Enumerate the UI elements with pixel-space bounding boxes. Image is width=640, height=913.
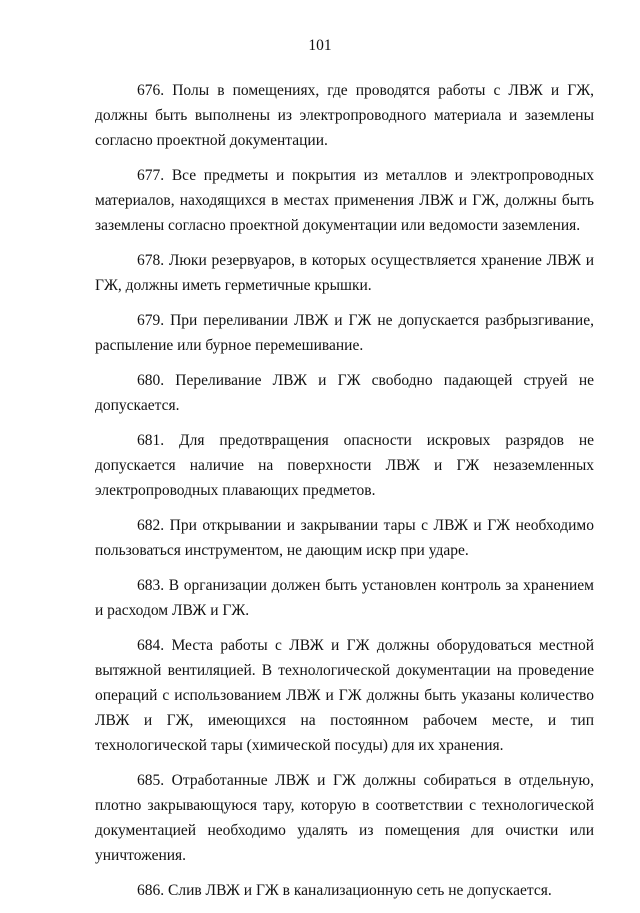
paragraph-679: 679. При переливании ЛВЖ и ГЖ не допускается разбрызгивание, распыление или бурное перемешивание. <box>95 312 594 354</box>
paragraph-680: 680. Переливание ЛВЖ и ГЖ свободно падающей струей не допускается. <box>95 372 594 414</box>
paragraph-685: 685. Отработанные ЛВЖ и ГЖ должны собираться в отдельную, плотно закрывающуюся тару, которую в соответствии с технологической документацией необходимо удалять из помещения для очистки или уничтожения. <box>95 772 594 864</box>
document-body <box>95 78 594 913</box>
page-number: 101 <box>308 37 332 54</box>
paragraph-677: 677. Все предметы и покрытия из металлов и электропроводных материалов, находящихся в местах применения ЛВЖ и ГЖ, должны быть заземлены согласно проектной документации или ведомости заземления. <box>95 167 594 234</box>
paragraph-681: 681. Для предотвращения опасности искровых разрядов не допускается наличие на поверхности ЛВЖ и ГЖ незаземленных электропроводных плавающих предметов. <box>95 432 594 499</box>
paragraph-682: 682. При открывании и закрывании тары с ЛВЖ и ГЖ необходимо пользоваться инструментом, не дающим искр при ударе. <box>95 517 594 559</box>
paragraph-686: 686. Слив ЛВЖ и ГЖ в канализационную сеть не допускается. <box>137 882 552 899</box>
paragraph-678: 678. Люки резервуаров, в которых осуществляется хранение ЛВЖ и ГЖ, должны иметь герметичные крышки. <box>95 252 594 294</box>
paragraph-683: 683. В организации должен быть установлен контроль за хранением и расходом ЛВЖ и ГЖ. <box>95 577 594 619</box>
paragraph-676: 676. Полы в помещениях, где проводятся работы с ЛВЖ и ГЖ, должны быть выполнены из электропроводного материала и заземлены согласно проектной документации. <box>95 82 594 149</box>
paragraph-684: 684. Места работы с ЛВЖ и ГЖ должны оборудоваться местной вытяжной вентиляцией. В технологической документации на проведение операций с использованием ЛВЖ и ГЖ должны быть указаны количество ЛВЖ и ГЖ, имеющихся на постоянном рабочем месте, и тип технологической тары (химической посуды) для их хранения. <box>95 637 594 754</box>
